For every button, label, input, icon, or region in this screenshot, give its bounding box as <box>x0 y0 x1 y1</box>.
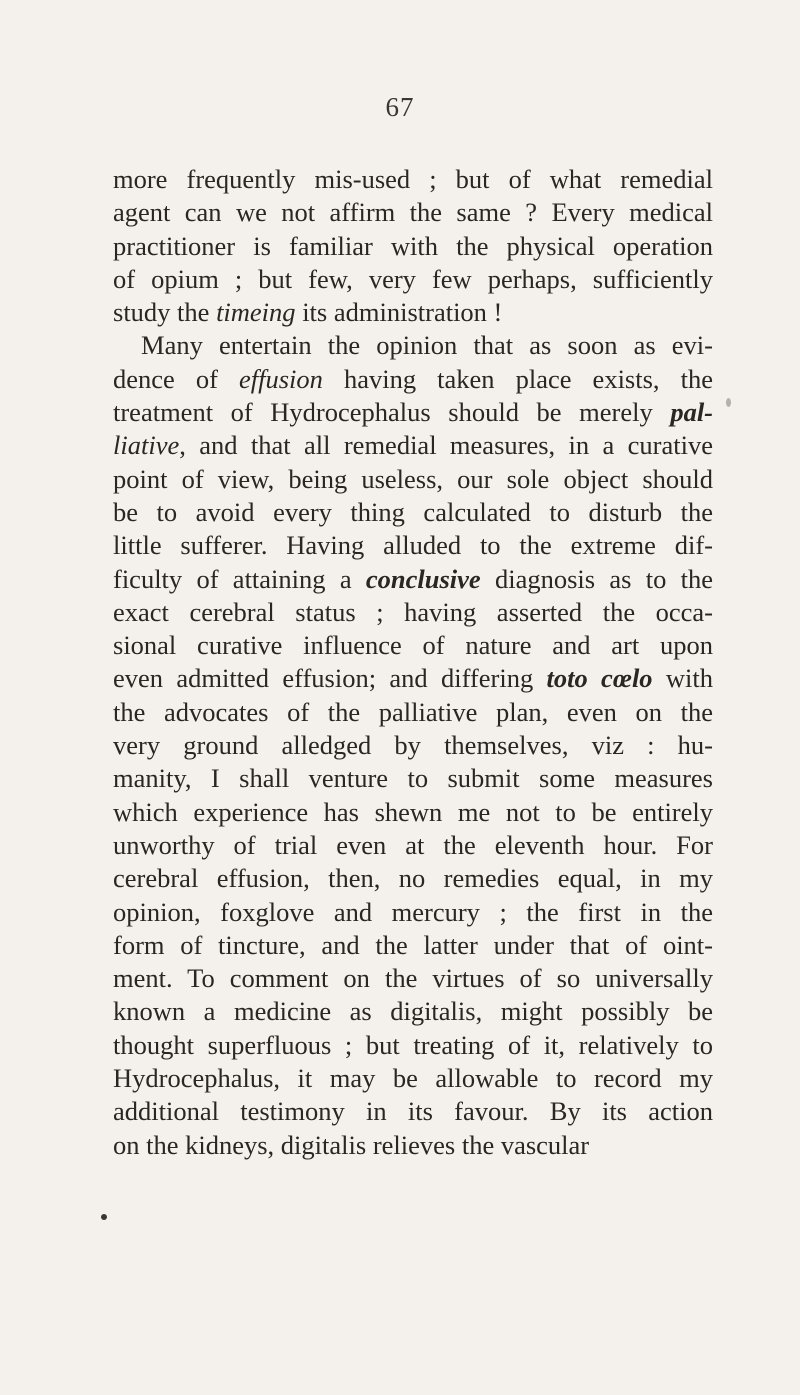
text-line <box>113 363 713 396</box>
text-line <box>113 862 713 895</box>
text-run: be to avoid every thing calculated to disturb the <box>113 496 713 527</box>
emphasized-text: pal- <box>670 397 713 428</box>
text-line <box>113 929 713 962</box>
text-run: with <box>652 663 713 694</box>
text-line <box>113 263 713 296</box>
text-run: manity, I shall venture to submit some measures <box>113 763 713 794</box>
text-run: Many entertain the opinion that as soon as evi- <box>141 330 713 361</box>
text-line <box>113 1129 713 1162</box>
text-run: treatment of Hydrocephalus should be merely <box>113 397 671 428</box>
emphasized-text: liative <box>113 430 180 461</box>
text-run: cerebral effusion, then, no remedies equal, in my <box>113 863 713 894</box>
text-run: study the <box>113 297 217 328</box>
text-run: Hydrocephalus, it may be allowable to record my <box>113 1063 713 1094</box>
text-run: of opium ; but few, very few perhaps, sufficiently <box>113 263 713 294</box>
text-run: additional testimony in its favour. By its action <box>113 1096 713 1127</box>
body-text <box>113 163 713 1162</box>
text-line <box>113 762 713 795</box>
text-run: ficulty of attaining a <box>113 563 366 594</box>
text-run: known a medicine as digitalis, might possibly be <box>113 996 713 1027</box>
text-run: practitioner is familiar with the physical operation <box>113 230 713 261</box>
text-line <box>113 529 713 562</box>
text-line <box>113 1095 713 1128</box>
text-run: which experience has shewn me not to be entirely <box>113 796 713 827</box>
text-line <box>113 962 713 995</box>
text-run: exact cerebral status ; having asserted the occa- <box>113 596 713 627</box>
text-run: unworthy of trial even at the eleventh hour. For <box>113 829 713 860</box>
text-line <box>113 696 713 729</box>
text-line <box>113 896 713 929</box>
text-run: its administration ! <box>295 297 503 328</box>
text-run: , and that all remedial measures, in a curative <box>179 430 713 461</box>
text-line <box>113 629 713 662</box>
text-run: diagnosis as to the <box>480 563 713 594</box>
text-run: having taken place exists, the <box>322 363 713 394</box>
text-line <box>113 796 713 829</box>
margin-mark <box>101 1214 107 1220</box>
text-run: dence of <box>113 363 239 394</box>
page-number: 67 <box>385 92 415 122</box>
text-line <box>113 230 713 263</box>
text-line <box>113 296 713 329</box>
emphasized-text: conclusive <box>365 563 481 594</box>
text-run: even admitted effusion; and differing <box>113 663 547 694</box>
text-run: sional curative influence of nature and art upon <box>113 630 713 661</box>
text-run: opinion, foxglove and mercury ; the first in the <box>113 896 713 927</box>
text-line <box>113 563 713 596</box>
text-line <box>113 196 713 229</box>
text-run: on the kidneys, digitalis relieves the vascular <box>113 1129 590 1160</box>
text-line <box>113 1029 713 1062</box>
text-run: very ground alledged by themselves, viz : hu- <box>113 730 713 761</box>
text-run: the advocates of the palliative plan, even on the <box>113 696 713 727</box>
text-line <box>113 396 713 429</box>
text-line <box>113 596 713 629</box>
emphasized-text: effusion <box>238 363 323 394</box>
text-run: thought superfluous ; but treating of it, relatively to <box>113 1029 713 1060</box>
emphasized-text: toto cœlo <box>546 663 653 694</box>
text-line <box>113 729 713 762</box>
text-line <box>113 496 713 529</box>
text-line <box>113 662 713 695</box>
text-run: form of tincture, and the latter under that of oint- <box>113 929 713 960</box>
text-run: point of view, being useless, our sole object should <box>113 463 713 494</box>
text-run: agent can we not affirm the same ? Every medical <box>113 197 713 228</box>
emphasized-text: timeing <box>216 297 296 328</box>
text-line <box>113 463 713 496</box>
text-line <box>113 995 713 1028</box>
paper-fleck <box>726 398 731 407</box>
text-run: little sufferer. Having alluded to the extreme dif- <box>113 530 713 561</box>
text-line <box>113 1062 713 1095</box>
text-line <box>113 329 713 362</box>
text-line <box>113 163 713 196</box>
text-run: ment. To comment on the virtues of so universally <box>113 963 713 994</box>
text-line <box>113 429 713 462</box>
text-line <box>113 829 713 862</box>
text-run: more frequently mis-used ; but of what remedial <box>113 164 713 194</box>
